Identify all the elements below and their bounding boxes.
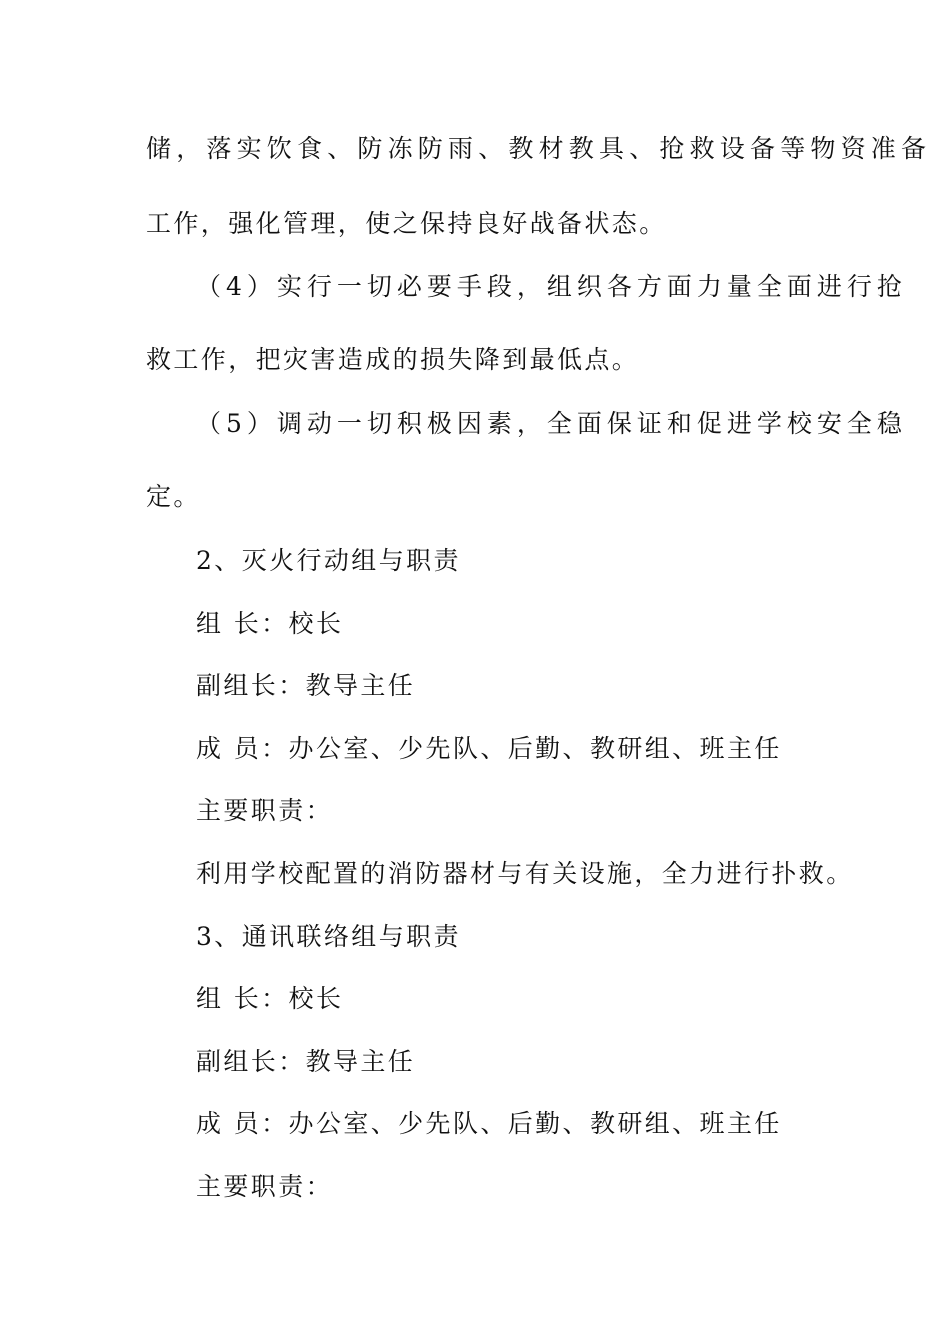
- communication-group-duties-label: 主要职责：: [196, 1172, 334, 1201]
- fire-group-deputy-leader: 副组长：教导主任: [196, 671, 416, 700]
- section-heading-communication-group: 3、通讯联络组与职责: [196, 922, 461, 951]
- list-item-5-line: （5）调动一切积极因素，全面保证和促进学校安全稳: [196, 409, 907, 438]
- paragraph-continuation-line: 储，落实饮食、防冻防雨、教材教具、抢救设备等物资准备: [146, 134, 932, 163]
- fire-group-leader: 组 长：校长: [196, 609, 344, 638]
- communication-group-members: 成 员：办公室、少先队、后勤、教研组、班主任: [196, 1109, 782, 1138]
- list-item-4-continuation: 救工作，把灾害造成的损失降到最低点。: [146, 345, 640, 374]
- list-item-4-line: （4）实行一切必要手段，组织各方面力量全面进行抢: [196, 272, 907, 301]
- fire-group-members: 成 员：办公室、少先队、后勤、教研组、班主任: [196, 734, 782, 763]
- communication-group-leader: 组 长：校长: [196, 984, 344, 1013]
- paragraph-continuation-line: 工作，强化管理，使之保持良好战备状态。: [146, 209, 667, 238]
- communication-group-deputy-leader: 副组长：教导主任: [196, 1047, 416, 1076]
- section-heading-fire-group: 2、灭火行动组与职责: [196, 546, 461, 575]
- list-item-5-continuation: 定。: [146, 482, 201, 511]
- fire-group-duties-label: 主要职责：: [196, 796, 334, 825]
- fire-group-duties-text: 利用学校配置的消防器材与有关设施，全力进行扑救。: [196, 859, 854, 888]
